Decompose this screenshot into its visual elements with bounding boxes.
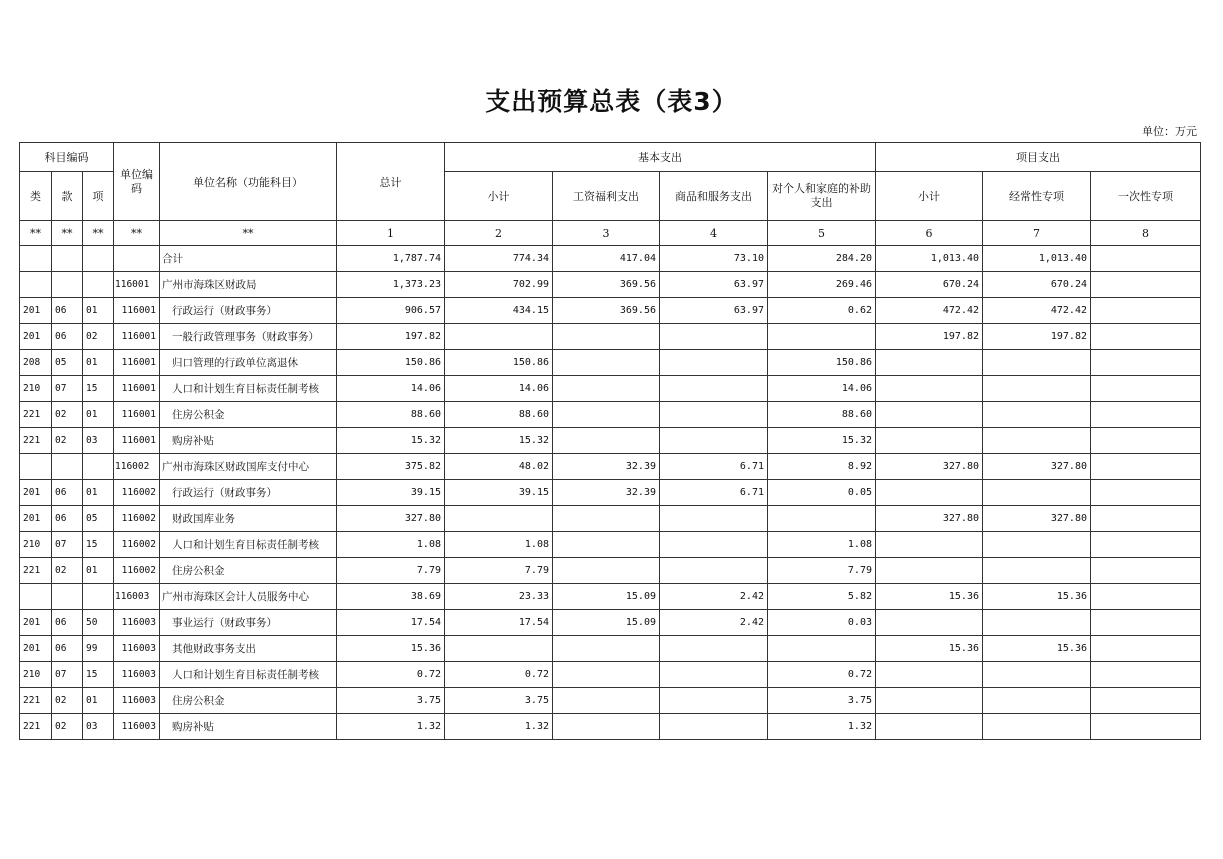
cell-salary-welfare: 32.39 [553,480,660,506]
table-row [20,480,1201,506]
cell-unit-name: 住房公积金 [160,402,337,428]
cell-lei: 221 [20,428,52,454]
table-row [20,662,1201,688]
cell-goods-services [660,558,768,584]
cell-xiang: 05 [83,506,114,532]
cell-onetime-special [1091,584,1201,610]
header-star-cell: ** [160,221,337,246]
expenditure-budget-table [19,142,1201,740]
cell-total: 14.06 [337,376,445,402]
cell-xiang: 99 [83,636,114,662]
cell-salary-welfare [553,350,660,376]
cell-onetime-special [1091,662,1201,688]
cell-kuan: 06 [52,298,83,324]
cell-lei: 201 [20,636,52,662]
cell-xiang [83,454,114,480]
cell-lei: 201 [20,298,52,324]
cell-lei: 208 [20,350,52,376]
cell-personal-subsidy: 0.03 [768,610,876,636]
cell-lei: 221 [20,688,52,714]
cell-lei [20,246,52,272]
cell-unit-code: 116002 [114,480,160,506]
cell-project-subtotal [876,714,983,740]
cell-unit-name: 一般行政管理事务（财政事务） [160,324,337,350]
cell-unit-name: 人口和计划生育目标责任制考核 [160,532,337,558]
cell-personal-subsidy: 8.92 [768,454,876,480]
cell-lei [20,584,52,610]
cell-onetime-special [1091,428,1201,454]
cell-onetime-special [1091,532,1201,558]
cell-salary-welfare: 15.09 [553,584,660,610]
cell-xiang: 01 [83,688,114,714]
cell-unit-name: 财政国库业务 [160,506,337,532]
header-project-subtotal: 小计 [876,172,983,221]
cell-unit-name: 人口和计划生育目标责任制考核 [160,376,337,402]
cell-total: 906.57 [337,298,445,324]
cell-unit-code: 116001 [114,272,160,298]
header-project-expenditure: 项目支出 [876,143,1201,172]
cell-kuan: 06 [52,610,83,636]
header-lei: 类 [20,172,52,221]
cell-basic-subtotal: 15.32 [445,428,553,454]
cell-project-subtotal [876,532,983,558]
cell-total: 375.82 [337,454,445,480]
cell-salary-welfare [553,506,660,532]
cell-personal-subsidy: 5.82 [768,584,876,610]
cell-personal-subsidy: 269.46 [768,272,876,298]
cell-basic-subtotal: 1.32 [445,714,553,740]
cell-salary-welfare [553,428,660,454]
table-body [20,246,1201,740]
cell-onetime-special [1091,376,1201,402]
cell-unit-code: 116001 [114,376,160,402]
header-goods-services: 商品和服务支出 [660,172,768,221]
cell-project-subtotal [876,376,983,402]
header-star-cell: ** [52,221,83,246]
cell-total: 39.15 [337,480,445,506]
cell-onetime-special [1091,506,1201,532]
table-row [20,454,1201,480]
cell-lei: 221 [20,714,52,740]
table-row [20,350,1201,376]
cell-lei: 221 [20,558,52,584]
cell-xiang: 03 [83,714,114,740]
cell-kuan: 06 [52,636,83,662]
cell-lei [20,272,52,298]
cell-unit-code: 116003 [114,688,160,714]
cell-regular-special: 327.80 [983,454,1091,480]
cell-project-subtotal [876,350,983,376]
cell-total: 197.82 [337,324,445,350]
cell-kuan [52,246,83,272]
table-row [20,298,1201,324]
cell-lei [20,454,52,480]
cell-xiang [83,584,114,610]
cell-basic-subtotal: 150.86 [445,350,553,376]
cell-unit-code: 116002 [114,558,160,584]
cell-regular-special: 327.80 [983,506,1091,532]
cell-personal-subsidy: 14.06 [768,376,876,402]
header-column-number: 3 [553,221,660,246]
header-basic-subtotal: 小计 [445,172,553,221]
table-row [20,584,1201,610]
cell-basic-subtotal: 434.15 [445,298,553,324]
cell-salary-welfare [553,636,660,662]
cell-regular-special: 472.42 [983,298,1091,324]
cell-unit-code: 116002 [114,454,160,480]
header-salary-welfare: 工资福利支出 [553,172,660,221]
cell-xiang: 01 [83,558,114,584]
table-row [20,428,1201,454]
cell-onetime-special [1091,480,1201,506]
cell-regular-special [983,714,1091,740]
cell-lei: 221 [20,402,52,428]
cell-project-subtotal [876,610,983,636]
cell-onetime-special [1091,454,1201,480]
cell-regular-special [983,428,1091,454]
cell-regular-special [983,688,1091,714]
cell-unit-name: 购房补贴 [160,714,337,740]
cell-salary-welfare: 32.39 [553,454,660,480]
header-column-number: 4 [660,221,768,246]
cell-total: 1,373.23 [337,272,445,298]
cell-unit-code: 116003 [114,610,160,636]
cell-total: 327.80 [337,506,445,532]
table-row [20,324,1201,350]
cell-salary-welfare: 369.56 [553,298,660,324]
cell-unit-code: 116003 [114,584,160,610]
cell-unit-name: 人口和计划生育目标责任制考核 [160,662,337,688]
cell-goods-services: 63.97 [660,298,768,324]
cell-kuan: 07 [52,662,83,688]
table-row [20,246,1201,272]
cell-project-subtotal [876,428,983,454]
cell-onetime-special [1091,298,1201,324]
cell-basic-subtotal: 1.08 [445,532,553,558]
cell-project-subtotal: 327.80 [876,506,983,532]
header-total: 总计 [337,143,445,221]
cell-goods-services [660,350,768,376]
cell-kuan: 05 [52,350,83,376]
cell-personal-subsidy: 150.86 [768,350,876,376]
cell-project-subtotal [876,688,983,714]
header-star-cell: ** [114,221,160,246]
cell-basic-subtotal: 7.79 [445,558,553,584]
cell-regular-special: 1,013.40 [983,246,1091,272]
cell-total: 38.69 [337,584,445,610]
cell-regular-special: 15.36 [983,636,1091,662]
cell-unit-code: 116001 [114,350,160,376]
cell-goods-services: 2.42 [660,610,768,636]
cell-unit-name: 归口管理的行政单位离退休 [160,350,337,376]
cell-project-subtotal: 472.42 [876,298,983,324]
table-row [20,506,1201,532]
cell-regular-special: 15.36 [983,584,1091,610]
cell-total: 7.79 [337,558,445,584]
cell-xiang [83,272,114,298]
cell-onetime-special [1091,688,1201,714]
header-column-number: 5 [768,221,876,246]
table-row [20,532,1201,558]
cell-personal-subsidy: 0.05 [768,480,876,506]
header-basic-expenditure: 基本支出 [445,143,876,172]
cell-onetime-special [1091,272,1201,298]
table-row [20,610,1201,636]
cell-onetime-special [1091,246,1201,272]
cell-regular-special [983,480,1091,506]
cell-unit-name: 购房补贴 [160,428,337,454]
cell-regular-special [983,402,1091,428]
cell-unit-code: 116001 [114,428,160,454]
table-row [20,714,1201,740]
cell-basic-subtotal: 23.33 [445,584,553,610]
cell-salary-welfare: 15.09 [553,610,660,636]
cell-personal-subsidy [768,506,876,532]
cell-project-subtotal [876,402,983,428]
cell-lei: 201 [20,324,52,350]
cell-kuan: 07 [52,376,83,402]
cell-unit-name: 住房公积金 [160,688,337,714]
cell-unit-code: 116001 [114,298,160,324]
header-column-number: 2 [445,221,553,246]
cell-salary-welfare [553,324,660,350]
cell-personal-subsidy: 1.08 [768,532,876,558]
cell-regular-special [983,350,1091,376]
cell-total: 17.54 [337,610,445,636]
cell-lei: 210 [20,662,52,688]
cell-basic-subtotal [445,636,553,662]
table-row [20,376,1201,402]
cell-kuan: 06 [52,506,83,532]
cell-xiang: 02 [83,324,114,350]
header-xiang: 项 [83,172,114,221]
cell-basic-subtotal: 774.34 [445,246,553,272]
cell-xiang: 15 [83,532,114,558]
cell-lei: 201 [20,480,52,506]
cell-project-subtotal: 1,013.40 [876,246,983,272]
cell-goods-services [660,662,768,688]
cell-personal-subsidy: 7.79 [768,558,876,584]
cell-onetime-special [1091,610,1201,636]
cell-unit-code: 116002 [114,506,160,532]
page-title: 支出预算总表（表3） [485,87,738,116]
header-column-number: 7 [983,221,1091,246]
cell-goods-services [660,532,768,558]
cell-onetime-special [1091,636,1201,662]
cell-basic-subtotal: 702.99 [445,272,553,298]
cell-goods-services [660,428,768,454]
cell-goods-services: 6.71 [660,480,768,506]
cell-salary-welfare [553,688,660,714]
cell-regular-special [983,558,1091,584]
cell-salary-welfare [553,558,660,584]
cell-kuan: 02 [52,402,83,428]
cell-personal-subsidy [768,324,876,350]
cell-xiang: 15 [83,376,114,402]
cell-lei: 201 [20,506,52,532]
header-unit-name: 单位名称（功能科目） [160,143,337,221]
cell-total: 0.72 [337,662,445,688]
cell-salary-welfare [553,402,660,428]
cell-unit-code: 116001 [114,402,160,428]
cell-total: 88.60 [337,402,445,428]
cell-goods-services [660,324,768,350]
cell-unit-code [114,246,160,272]
cell-onetime-special [1091,350,1201,376]
unit-label: 单位：万元 [1142,125,1197,138]
cell-goods-services: 63.97 [660,272,768,298]
cell-unit-code: 116001 [114,324,160,350]
cell-unit-name: 住房公积金 [160,558,337,584]
table-row [20,558,1201,584]
header-column-number: 6 [876,221,983,246]
cell-onetime-special [1091,402,1201,428]
cell-xiang: 15 [83,662,114,688]
cell-unit-name: 行政运行（财政事务） [160,480,337,506]
cell-personal-subsidy: 88.60 [768,402,876,428]
cell-unit-code: 116003 [114,662,160,688]
cell-unit-name: 广州市海珠区会计人员服务中心 [160,584,337,610]
header-kuan: 款 [52,172,83,221]
cell-kuan: 02 [52,558,83,584]
cell-goods-services: 6.71 [660,454,768,480]
cell-kuan [52,272,83,298]
header-personal-subsidy: 对个人和家庭的补助支出 [768,172,876,221]
cell-total: 15.36 [337,636,445,662]
cell-basic-subtotal: 0.72 [445,662,553,688]
header-regular-special: 经常性专项 [983,172,1091,221]
cell-goods-services [660,714,768,740]
cell-personal-subsidy [768,636,876,662]
header-unit-code: 单位编码 [114,143,160,221]
cell-goods-services: 2.42 [660,584,768,610]
cell-basic-subtotal [445,324,553,350]
cell-basic-subtotal: 48.02 [445,454,553,480]
cell-personal-subsidy: 1.32 [768,714,876,740]
cell-xiang: 01 [83,402,114,428]
cell-xiang: 01 [83,298,114,324]
table-row [20,402,1201,428]
cell-project-subtotal [876,558,983,584]
cell-total: 1,787.74 [337,246,445,272]
cell-kuan [52,584,83,610]
header-column-number: 1 [337,221,445,246]
cell-basic-subtotal: 39.15 [445,480,553,506]
cell-project-subtotal [876,480,983,506]
cell-unit-name: 合计 [160,246,337,272]
cell-goods-services [660,688,768,714]
cell-kuan: 02 [52,688,83,714]
cell-total: 1.08 [337,532,445,558]
cell-onetime-special [1091,324,1201,350]
cell-onetime-special [1091,714,1201,740]
cell-project-subtotal: 15.36 [876,584,983,610]
cell-salary-welfare [553,714,660,740]
cell-personal-subsidy: 0.72 [768,662,876,688]
cell-total: 150.86 [337,350,445,376]
cell-kuan: 06 [52,324,83,350]
cell-goods-services: 73.10 [660,246,768,272]
cell-salary-welfare [553,376,660,402]
cell-goods-services [660,376,768,402]
cell-kuan: 02 [52,428,83,454]
cell-xiang [83,246,114,272]
cell-project-subtotal: 327.80 [876,454,983,480]
cell-xiang: 03 [83,428,114,454]
table-row [20,688,1201,714]
cell-salary-welfare [553,532,660,558]
cell-total: 3.75 [337,688,445,714]
cell-basic-subtotal: 14.06 [445,376,553,402]
cell-project-subtotal: 15.36 [876,636,983,662]
cell-xiang: 50 [83,610,114,636]
cell-kuan: 06 [52,480,83,506]
cell-regular-special [983,532,1091,558]
cell-salary-welfare: 369.56 [553,272,660,298]
cell-total: 15.32 [337,428,445,454]
cell-lei: 210 [20,532,52,558]
cell-goods-services [660,636,768,662]
cell-basic-subtotal: 17.54 [445,610,553,636]
cell-regular-special [983,376,1091,402]
cell-basic-subtotal: 3.75 [445,688,553,714]
cell-unit-name: 广州市海珠区财政国库支付中心 [160,454,337,480]
cell-goods-services [660,402,768,428]
cell-unit-code: 116003 [114,714,160,740]
header-column-number: 8 [1091,221,1201,246]
cell-project-subtotal [876,662,983,688]
header-onetime-special: 一次性专项 [1091,172,1201,221]
table-row [20,272,1201,298]
cell-unit-code: 116002 [114,532,160,558]
cell-xiang: 01 [83,350,114,376]
cell-onetime-special [1091,558,1201,584]
cell-kuan [52,454,83,480]
cell-project-subtotal: 670.24 [876,272,983,298]
cell-basic-subtotal [445,506,553,532]
cell-unit-name: 事业运行（财政事务） [160,610,337,636]
cell-salary-welfare [553,662,660,688]
cell-personal-subsidy: 3.75 [768,688,876,714]
header-subject-code: 科目编码 [20,143,114,172]
cell-unit-name: 其他财政事务支出 [160,636,337,662]
cell-basic-subtotal: 88.60 [445,402,553,428]
cell-lei: 201 [20,610,52,636]
cell-unit-name: 广州市海珠区财政局 [160,272,337,298]
cell-regular-special [983,662,1091,688]
cell-kuan: 07 [52,532,83,558]
header-star-cell: ** [20,221,52,246]
cell-kuan: 02 [52,714,83,740]
cell-project-subtotal: 197.82 [876,324,983,350]
cell-personal-subsidy: 0.62 [768,298,876,324]
cell-total: 1.32 [337,714,445,740]
cell-personal-subsidy: 284.20 [768,246,876,272]
cell-unit-name: 行政运行（财政事务） [160,298,337,324]
cell-personal-subsidy: 15.32 [768,428,876,454]
cell-salary-welfare: 417.04 [553,246,660,272]
cell-regular-special [983,610,1091,636]
cell-regular-special: 670.24 [983,272,1091,298]
cell-unit-code: 116003 [114,636,160,662]
cell-goods-services [660,506,768,532]
cell-xiang: 01 [83,480,114,506]
cell-lei: 210 [20,376,52,402]
header-star-cell: ** [83,221,114,246]
cell-regular-special: 197.82 [983,324,1091,350]
table-row [20,636,1201,662]
